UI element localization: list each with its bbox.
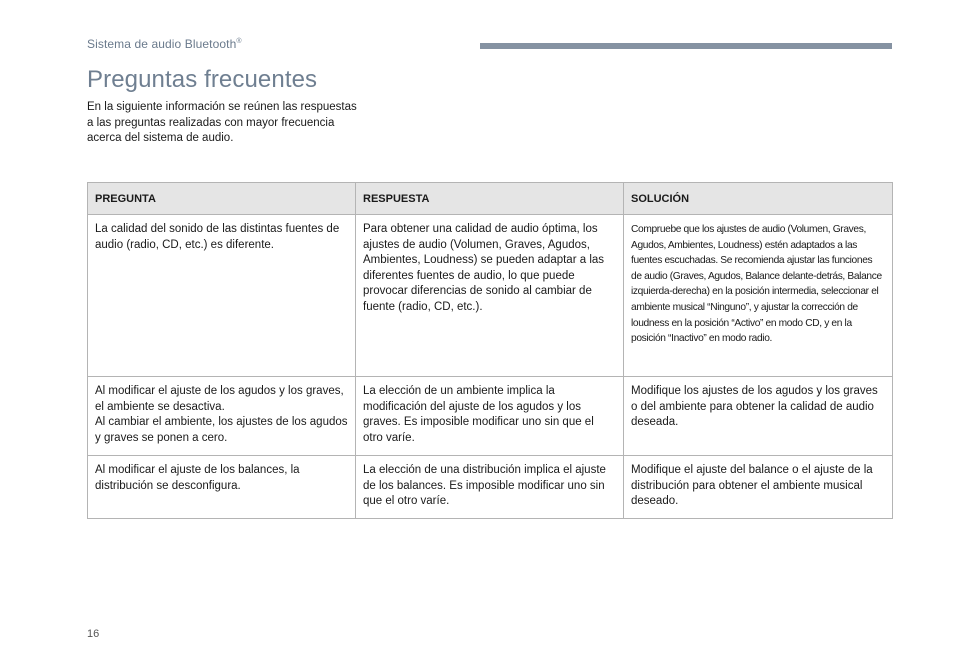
question-line: Al cambiar el ambiente, los ajustes de los agudos y graves se ponen a cero. — [95, 416, 348, 444]
table-row — [88, 215, 893, 377]
column-header-answer: RESPUESTA — [356, 183, 624, 215]
solution-cell: Compruebe que los ajustes de audio (Volumen, Graves, Agudos, Ambientes, Loudness) estén adaptados a las fuentes escuchadas. Se recomienda ajustar las funciones de audio (Graves, Agudos, Balance delante-detrás, Balance izquierda-derecha) en la posición intermedia, seleccionar el ambiente musical “Ninguno”, y ajustar la corrección de loudness en la posición “Activo” en modo CD, y en la posición “Inactivo” en modo radio. — [624, 215, 893, 377]
table-header-row — [88, 183, 893, 215]
solution-cell: Modifique los ajustes de los agudos y los graves o del ambiente para obtener la calidad de audio deseada. — [624, 377, 893, 456]
header-decorative-bar — [480, 43, 892, 49]
column-header-solution: SOLUCIÓN — [624, 183, 893, 215]
question-cell: Al modificar el ajuste de los balances, la distribución se desconfigura. — [88, 456, 356, 519]
intro-paragraph: En la siguiente información se reúnen las respuestas a las preguntas realizadas con mayor frecuencia acerca del sistema de audio. — [87, 101, 357, 145]
question-cell — [88, 377, 356, 456]
column-header-question: PREGUNTA — [88, 183, 356, 215]
section-header-text: Sistema de audio Bluetooth — [87, 37, 237, 51]
registered-mark: ® — [236, 38, 242, 45]
page-number: 16 — [87, 628, 100, 640]
faq-table — [87, 182, 893, 519]
page-title: Preguntas frecuentes — [87, 66, 318, 93]
answer-cell: La elección de un ambiente implica la modificación del ajuste de los agudos y los graves. Es imposible modificar uno sin que el otro varíe. — [356, 377, 624, 456]
solution-cell: Modifique el ajuste del balance o el ajuste de la distribución para obtener el ambiente musical deseado. — [624, 456, 893, 519]
answer-cell: La elección de una distribución implica el ajuste de los balances. Es imposible modificar uno sin que el otro varíe. — [356, 456, 624, 519]
table-row — [88, 456, 893, 519]
table-row — [88, 377, 893, 456]
section-header-label — [87, 37, 242, 51]
question-cell: La calidad del sonido de las distintas fuentes de audio (radio, CD, etc.) es diferente. — [88, 215, 356, 377]
question-line: Al modificar el ajuste de los agudos y los graves, el ambiente se desactiva. — [95, 385, 344, 413]
answer-cell: Para obtener una calidad de audio óptima, los ajustes de audio (Volumen, Graves, Agudos, Ambientes, Loudness) se pueden adaptar a las diferentes fuentes de audio, lo que puede provocar diferencias de sonido al cambiar de fuente (radio, CD, etc.). — [356, 215, 624, 377]
